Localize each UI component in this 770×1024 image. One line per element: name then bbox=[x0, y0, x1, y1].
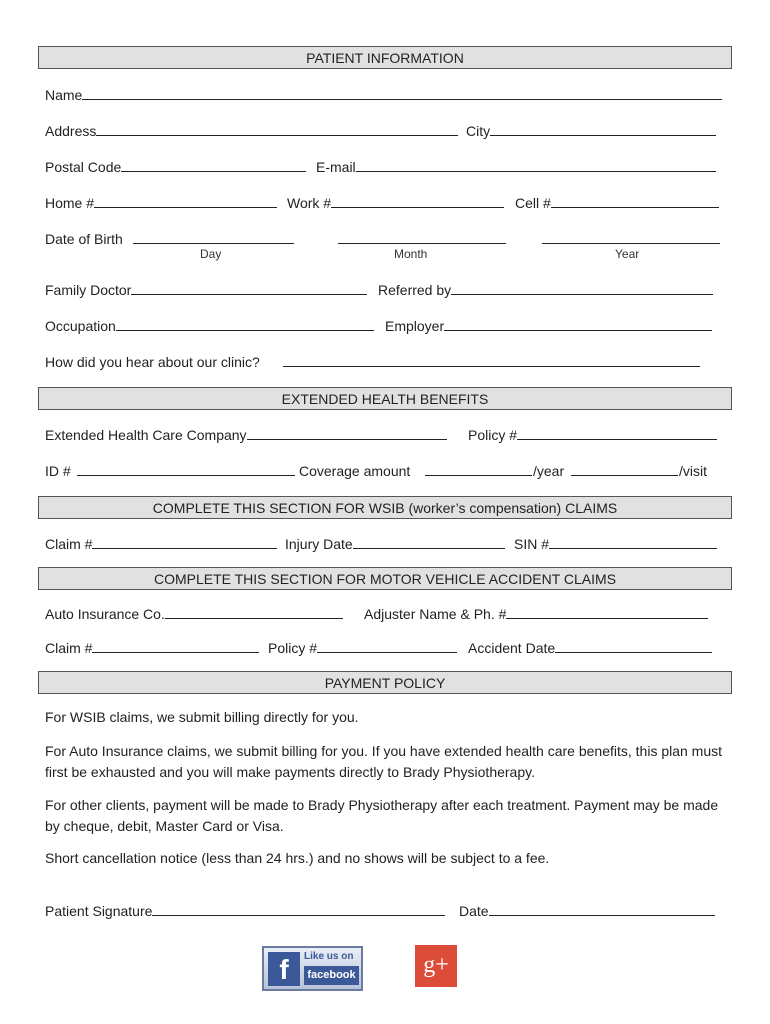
payment-policy-header: PAYMENT POLICY bbox=[38, 671, 732, 694]
email-row bbox=[316, 158, 716, 176]
hear-about-label: How did you hear about our clinic? bbox=[45, 354, 260, 370]
postal-code-label: Postal Code bbox=[45, 159, 122, 175]
patient-information-header: PATIENT INFORMATION bbox=[38, 46, 732, 69]
mva-policy-field[interactable] bbox=[317, 639, 457, 653]
family-doctor-row bbox=[45, 281, 367, 299]
work-phone-label: Work # bbox=[287, 195, 332, 211]
family-doctor-label: Family Doctor bbox=[45, 282, 132, 298]
postal-code-field[interactable] bbox=[121, 158, 306, 172]
ehc-id-row bbox=[45, 462, 71, 480]
adjuster-label: Adjuster Name & Ph. # bbox=[364, 606, 507, 622]
wsib-claim-row bbox=[45, 535, 277, 553]
injury-date-field[interactable] bbox=[353, 535, 505, 549]
wsib-claim-field[interactable] bbox=[92, 535, 277, 549]
email-field[interactable] bbox=[356, 158, 716, 172]
ehc-company-row bbox=[45, 426, 447, 444]
ehc-policy-row bbox=[468, 426, 717, 444]
mva-claim-field[interactable] bbox=[92, 639, 259, 653]
payment-wsib-text: For WSIB claims, we submit billing directly for you. bbox=[45, 709, 359, 725]
ehc-id-field[interactable] bbox=[77, 462, 295, 476]
signature-date-label: Date bbox=[459, 903, 489, 919]
signature-date-row bbox=[459, 902, 715, 920]
address-label: Address bbox=[45, 123, 97, 139]
home-phone-row bbox=[45, 194, 277, 212]
accident-date-label: Accident Date bbox=[468, 640, 556, 656]
postal-code-row bbox=[45, 158, 306, 176]
dob-year-field[interactable] bbox=[542, 230, 720, 244]
signature-date-field[interactable] bbox=[489, 902, 715, 916]
accident-date-row bbox=[468, 639, 712, 657]
city-label: City bbox=[466, 123, 491, 139]
coverage-visit-field[interactable] bbox=[571, 462, 678, 476]
coverage-label: Coverage amount bbox=[299, 463, 411, 479]
mva-policy-row bbox=[268, 639, 457, 657]
dob-day-caption: Day bbox=[200, 247, 222, 261]
injury-date-row bbox=[285, 535, 505, 553]
per-visit-label: /visit bbox=[679, 463, 707, 479]
city-row bbox=[466, 122, 716, 140]
ehc-id-label: ID # bbox=[45, 463, 71, 479]
sin-field[interactable] bbox=[549, 535, 717, 549]
ehc-policy-label: Policy # bbox=[468, 427, 518, 443]
dob-label: Date of Birth bbox=[45, 231, 123, 247]
mva-header: COMPLETE THIS SECTION FOR MOTOR VEHICLE ACCIDENT CLAIMS bbox=[38, 567, 732, 590]
adjuster-row bbox=[364, 605, 708, 623]
work-phone-row bbox=[287, 194, 504, 212]
payment-auto-text: For Auto Insurance claims, we submit billing for you. If you have extended health care benefits, this plan must first be exhausted and you will make payments directly to Brady Physiotherapy. bbox=[45, 743, 723, 780]
referred-by-field[interactable] bbox=[451, 281, 713, 295]
hear-about-row bbox=[45, 353, 260, 371]
dob-month-caption: Month bbox=[394, 247, 428, 261]
dob-month-field[interactable] bbox=[338, 230, 506, 244]
mva-claim-label: Claim # bbox=[45, 640, 93, 656]
facebook-name-text: facebook bbox=[304, 966, 359, 985]
signature-field[interactable] bbox=[152, 902, 445, 916]
sin-label: SIN # bbox=[514, 536, 550, 552]
injury-date-label: Injury Date bbox=[285, 536, 353, 552]
referred-by-row bbox=[378, 281, 713, 299]
facebook-icon: f bbox=[268, 952, 300, 986]
work-phone-field[interactable] bbox=[331, 194, 504, 208]
adjuster-field[interactable] bbox=[506, 605, 708, 619]
address-row bbox=[45, 122, 458, 140]
ehc-company-label: Extended Health Care Company bbox=[45, 427, 247, 443]
dob-day-field[interactable] bbox=[133, 230, 294, 244]
home-phone-field[interactable] bbox=[94, 194, 277, 208]
cell-phone-row bbox=[515, 194, 719, 212]
home-phone-label: Home # bbox=[45, 195, 95, 211]
name-field[interactable] bbox=[82, 86, 722, 100]
coverage-year-field[interactable] bbox=[425, 462, 532, 476]
employer-row bbox=[385, 317, 712, 335]
signature-label: Patient Signature bbox=[45, 903, 153, 919]
address-field[interactable] bbox=[96, 122, 458, 136]
employer-field[interactable] bbox=[444, 317, 712, 331]
occupation-row bbox=[45, 317, 374, 335]
cell-phone-label: Cell # bbox=[515, 195, 551, 211]
family-doctor-field[interactable] bbox=[131, 281, 367, 295]
city-field[interactable] bbox=[490, 122, 716, 136]
employer-label: Employer bbox=[385, 318, 445, 334]
facebook-like-text: Like us on bbox=[304, 951, 354, 962]
extended-health-header: EXTENDED HEALTH BENEFITS bbox=[38, 387, 732, 410]
auto-insurance-row bbox=[45, 605, 343, 623]
google-plus-icon[interactable]: g+ bbox=[415, 945, 457, 987]
ehc-company-field[interactable] bbox=[247, 426, 447, 440]
occupation-label: Occupation bbox=[45, 318, 116, 334]
auto-insurance-label: Auto Insurance Co. bbox=[45, 606, 165, 622]
per-year-label: /year bbox=[533, 463, 565, 479]
accident-date-field[interactable] bbox=[555, 639, 712, 653]
dob-row bbox=[45, 230, 123, 248]
hear-about-field[interactable] bbox=[283, 353, 700, 367]
occupation-field[interactable] bbox=[116, 317, 374, 331]
signature-row bbox=[45, 902, 445, 920]
ehc-policy-field[interactable] bbox=[517, 426, 717, 440]
facebook-like-button[interactable] bbox=[262, 946, 363, 991]
mva-claim-row bbox=[45, 639, 259, 657]
dob-year-caption: Year bbox=[615, 247, 640, 261]
wsib-header: COMPLETE THIS SECTION FOR WSIB (worker’s compensation) CLAIMS bbox=[38, 496, 732, 519]
wsib-claim-label: Claim # bbox=[45, 536, 93, 552]
cell-phone-field[interactable] bbox=[551, 194, 719, 208]
mva-policy-label: Policy # bbox=[268, 640, 318, 656]
name-row bbox=[45, 86, 722, 104]
payment-other-text: For other clients, payment will be made to Brady Physiotherapy after each treatment. Payment may be made by cheque, debit, Master Card or Visa. bbox=[45, 797, 719, 834]
name-label: Name bbox=[45, 87, 83, 103]
email-label: E-mail bbox=[316, 159, 356, 175]
referred-by-label: Referred by bbox=[378, 282, 452, 298]
auto-insurance-field[interactable] bbox=[165, 605, 343, 619]
cancellation-text: Short cancellation notice (less than 24 hrs.) and no shows will be subject to a fee. bbox=[45, 850, 550, 866]
sin-row bbox=[514, 535, 717, 553]
